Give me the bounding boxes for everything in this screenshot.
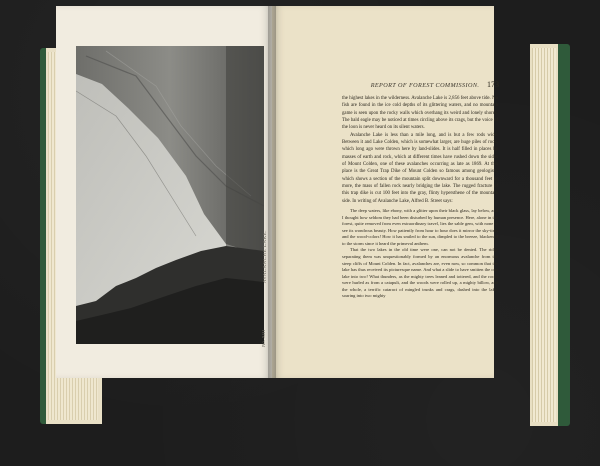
book-gutter <box>268 6 276 378</box>
paragraph: Avalanche Lake is less than a mile long, and is but a few rods wide. Between it and Lake Colden, which is somewhat larger, are huge piles of rock, which long ago were thrown here by land-slides. It is half filled in places by masses of earth and rock, which at different times have rushed down the sides of Mount Colden, one of these avalanches occurring as late as 1869. At this place is the Great Trap Dike of Mount Colden so famous among geologists, which shows a section of the mountain split downward for a thousand feet or more, the mass of fallen rock nearly bridging the lake. The rugged fracture of this trap dike is cut 100 feet into the gray, flinty hypersthene of the mountain side. In writing of Avalanche Lake, Alfred B. Street says: <box>342 132 498 204</box>
quoted-paragraph: That the two lakes in the old time were one, can not be denied. The ridge separating them was unquestionably formed by an enormous avalanche from the steep cliffs of Mount Colden. In fact, avalanches are, even now, so common that the lake has thus received its picturesque name. And what a slide to have smitten the one lake into two! What thunders, as the mighty trees leaned and tottered, and the rocks were hurled as from a catapult, and the woods were rolled up, a mighty billow, and the whole, a terrific cataract of mingled trunks and crags, dashed into the lake, soaring into two mighty <box>342 247 498 299</box>
right-page-edges <box>532 48 556 422</box>
page-number: 173 <box>487 80 499 89</box>
plate-number: No. XIII <box>262 330 267 348</box>
paragraph: the highest lakes in the wilderness. Avalanche Lake is 2,856 feet above tide. No fish are found in the ice cold depths of its glittering waters, and no mountain game is seen upon the rocky walls which overhang its weird and lonely shores. The bald eagle may be noticed at times circling above its crags, but the voice of the loon is never heard on its silent waters. <box>342 96 498 131</box>
running-head: REPORT OF FOREST COMMISSION. <box>370 82 480 89</box>
plate-caption: AVALANCHE LAKE. <box>263 230 268 284</box>
page-text <box>342 95 498 300</box>
cliff-photograph <box>76 46 264 344</box>
quoted-paragraph: The deep waters, like ebony, with a glitter upon their black glass, lay below, and I thought how seldom they had been disturbed by human presence. Here, alone in the forest, quite removed from even extraordinary travel, lies the sable gem, with none to see its wondrous beauty. How patiently from hour to hour does it mirror the sky-tints and the wood-colors! How it has smiled to the sun, dimpled to the breeze, blackened to the storm since it heard the primeval anthem. <box>342 208 498 246</box>
right-cover-edge <box>530 44 570 426</box>
photo-plate <box>76 46 264 344</box>
